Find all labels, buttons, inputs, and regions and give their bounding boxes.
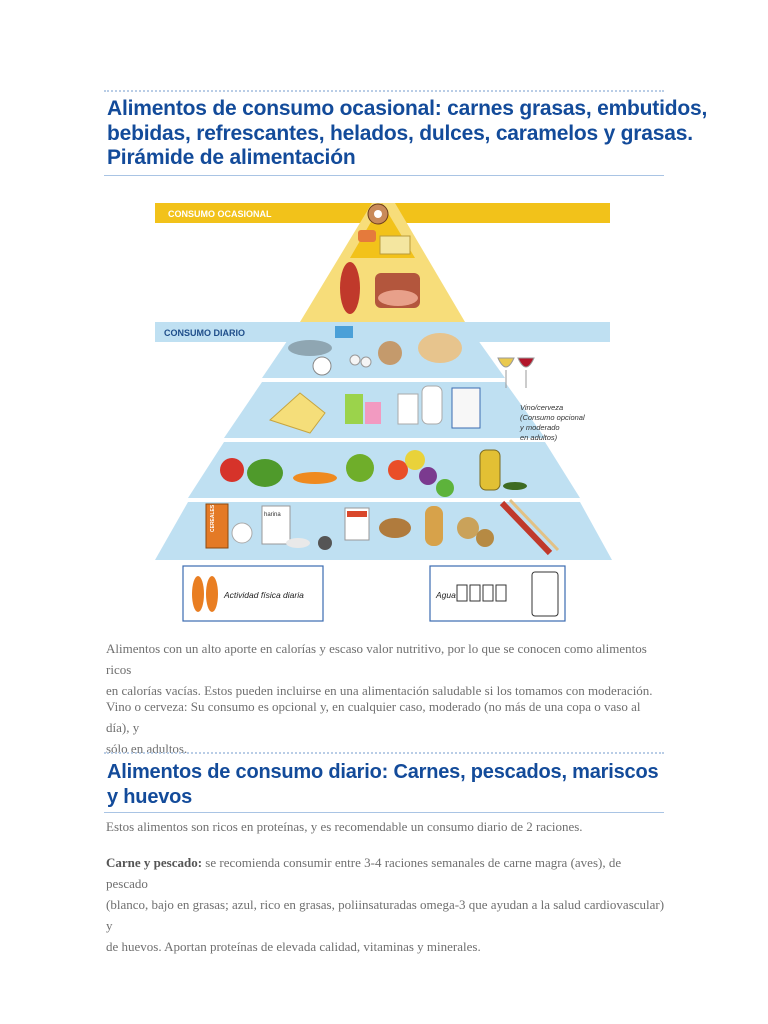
olives-icon xyxy=(503,482,527,490)
title-line: Alimentos de consumo diario: Carnes, pescados, mariscos xyxy=(107,761,659,783)
vino-label: y moderado xyxy=(520,423,560,432)
food-pyramid-illustration xyxy=(150,198,615,626)
candy-icon xyxy=(358,230,376,242)
tin-can-icon xyxy=(335,326,353,338)
title-line: bebidas, refrescantes, helados, dulces, caramelos y grasas. xyxy=(107,121,693,145)
label-consumo-diario: CONSUMO DIARIO xyxy=(164,328,245,338)
tomato-icon xyxy=(220,458,244,482)
olive-oil-icon xyxy=(480,450,500,490)
broccoli-icon xyxy=(346,454,374,482)
wine-glass-icon xyxy=(518,358,534,367)
paragraph-vino-cerveza xyxy=(106,696,666,759)
sausage-icon xyxy=(340,262,360,314)
paragraph-line: Vino o cerveza: Su consumo es opcional y, en cualquier caso, moderado (no más de una copa o vaso al día), y xyxy=(106,699,641,735)
pear-icon xyxy=(405,450,425,470)
water-jug-icon xyxy=(532,572,558,616)
paragraph-proteinas: Estos alimentos son ricos en proteínas, y es recomendable un consumo diario de 2 raciones. xyxy=(106,819,583,834)
vino-label: Vino/cerveza xyxy=(520,403,564,412)
milk-glass-icon xyxy=(398,394,418,424)
rice-icon xyxy=(286,538,310,548)
paragraph-calorias-vacias xyxy=(106,638,666,701)
section1-title-underline xyxy=(104,175,664,176)
cereal-bowl-icon xyxy=(232,523,252,543)
fish-icon xyxy=(288,340,332,356)
section-divider xyxy=(104,752,664,754)
paragraph-line: (blanco, bajo en grasas; azul, rico en grasas, poliinsaturadas omega-3 que ayudan a la salud cardiovascular) y xyxy=(106,897,665,933)
section1-title xyxy=(107,97,707,171)
tier-lacteos xyxy=(224,382,545,438)
nuts-icon xyxy=(378,341,402,365)
orange-icon xyxy=(388,460,408,480)
actividad-label: Actividad física diaria xyxy=(224,590,304,600)
paragraph-line: en calorías vacías. Estos pueden incluirse en una alimentación saludable si los tomamos con moderación. xyxy=(106,683,653,698)
carrot-icon xyxy=(293,472,337,484)
label-consumo-ocasional: CONSUMO OCASIONAL xyxy=(168,209,272,219)
vino-label: en adultos) xyxy=(520,433,558,442)
tier-frutas-verduras xyxy=(188,442,580,498)
paragraph-line: de huevos. Aportan proteínas de elevada calidad, vitaminas y minerales. xyxy=(106,939,481,954)
milk-bottle-icon xyxy=(422,386,442,424)
chicken-icon xyxy=(418,333,462,363)
potatoes-icon xyxy=(457,517,479,539)
water-glass-icon xyxy=(457,585,467,601)
egg-icon xyxy=(350,355,360,365)
carne-pescado-bold: Carne y pescado: xyxy=(106,855,203,870)
paragraph-carne-pescado xyxy=(106,852,666,957)
milk-carton-icon xyxy=(452,388,480,428)
runner-icon xyxy=(192,576,204,612)
lettuce-icon xyxy=(247,459,283,487)
grapes-icon xyxy=(419,467,437,485)
paragraph-line: se recomienda consumir entre 3-4 raciones semanales de carne magra (aves), de pescado xyxy=(106,855,622,891)
section-divider-top xyxy=(104,90,664,92)
section2-title-underline xyxy=(104,812,664,813)
yogurt-icon xyxy=(345,394,363,424)
beer-glass-icon xyxy=(498,358,514,367)
flour-label: harina xyxy=(264,512,281,518)
vino-label: (Consumo opcional xyxy=(520,413,585,422)
bread-slices-icon xyxy=(379,518,411,538)
egg-plate-icon xyxy=(313,357,331,375)
title-line: Alimentos de consumo ocasional: carnes grasas, embutidos, xyxy=(107,97,708,120)
section2-title xyxy=(107,760,658,810)
baguette-icon xyxy=(425,506,443,546)
paragraph-line: Alimentos con un alto aporte en calorías y escaso valor nutritivo, por lo que se conocen como alimentos ricos xyxy=(106,641,647,677)
title-line: Pirámide de alimentación xyxy=(107,146,356,169)
green-peas-icon xyxy=(436,479,454,497)
title-line: y huevos xyxy=(107,786,193,808)
lentils-bowl-icon xyxy=(318,536,332,550)
agua-label: Agua xyxy=(436,590,456,600)
cereal-box-label: CEREALES xyxy=(210,504,216,532)
paragraph-line: sólo en adultos. xyxy=(106,741,188,756)
butter-icon xyxy=(380,236,410,254)
